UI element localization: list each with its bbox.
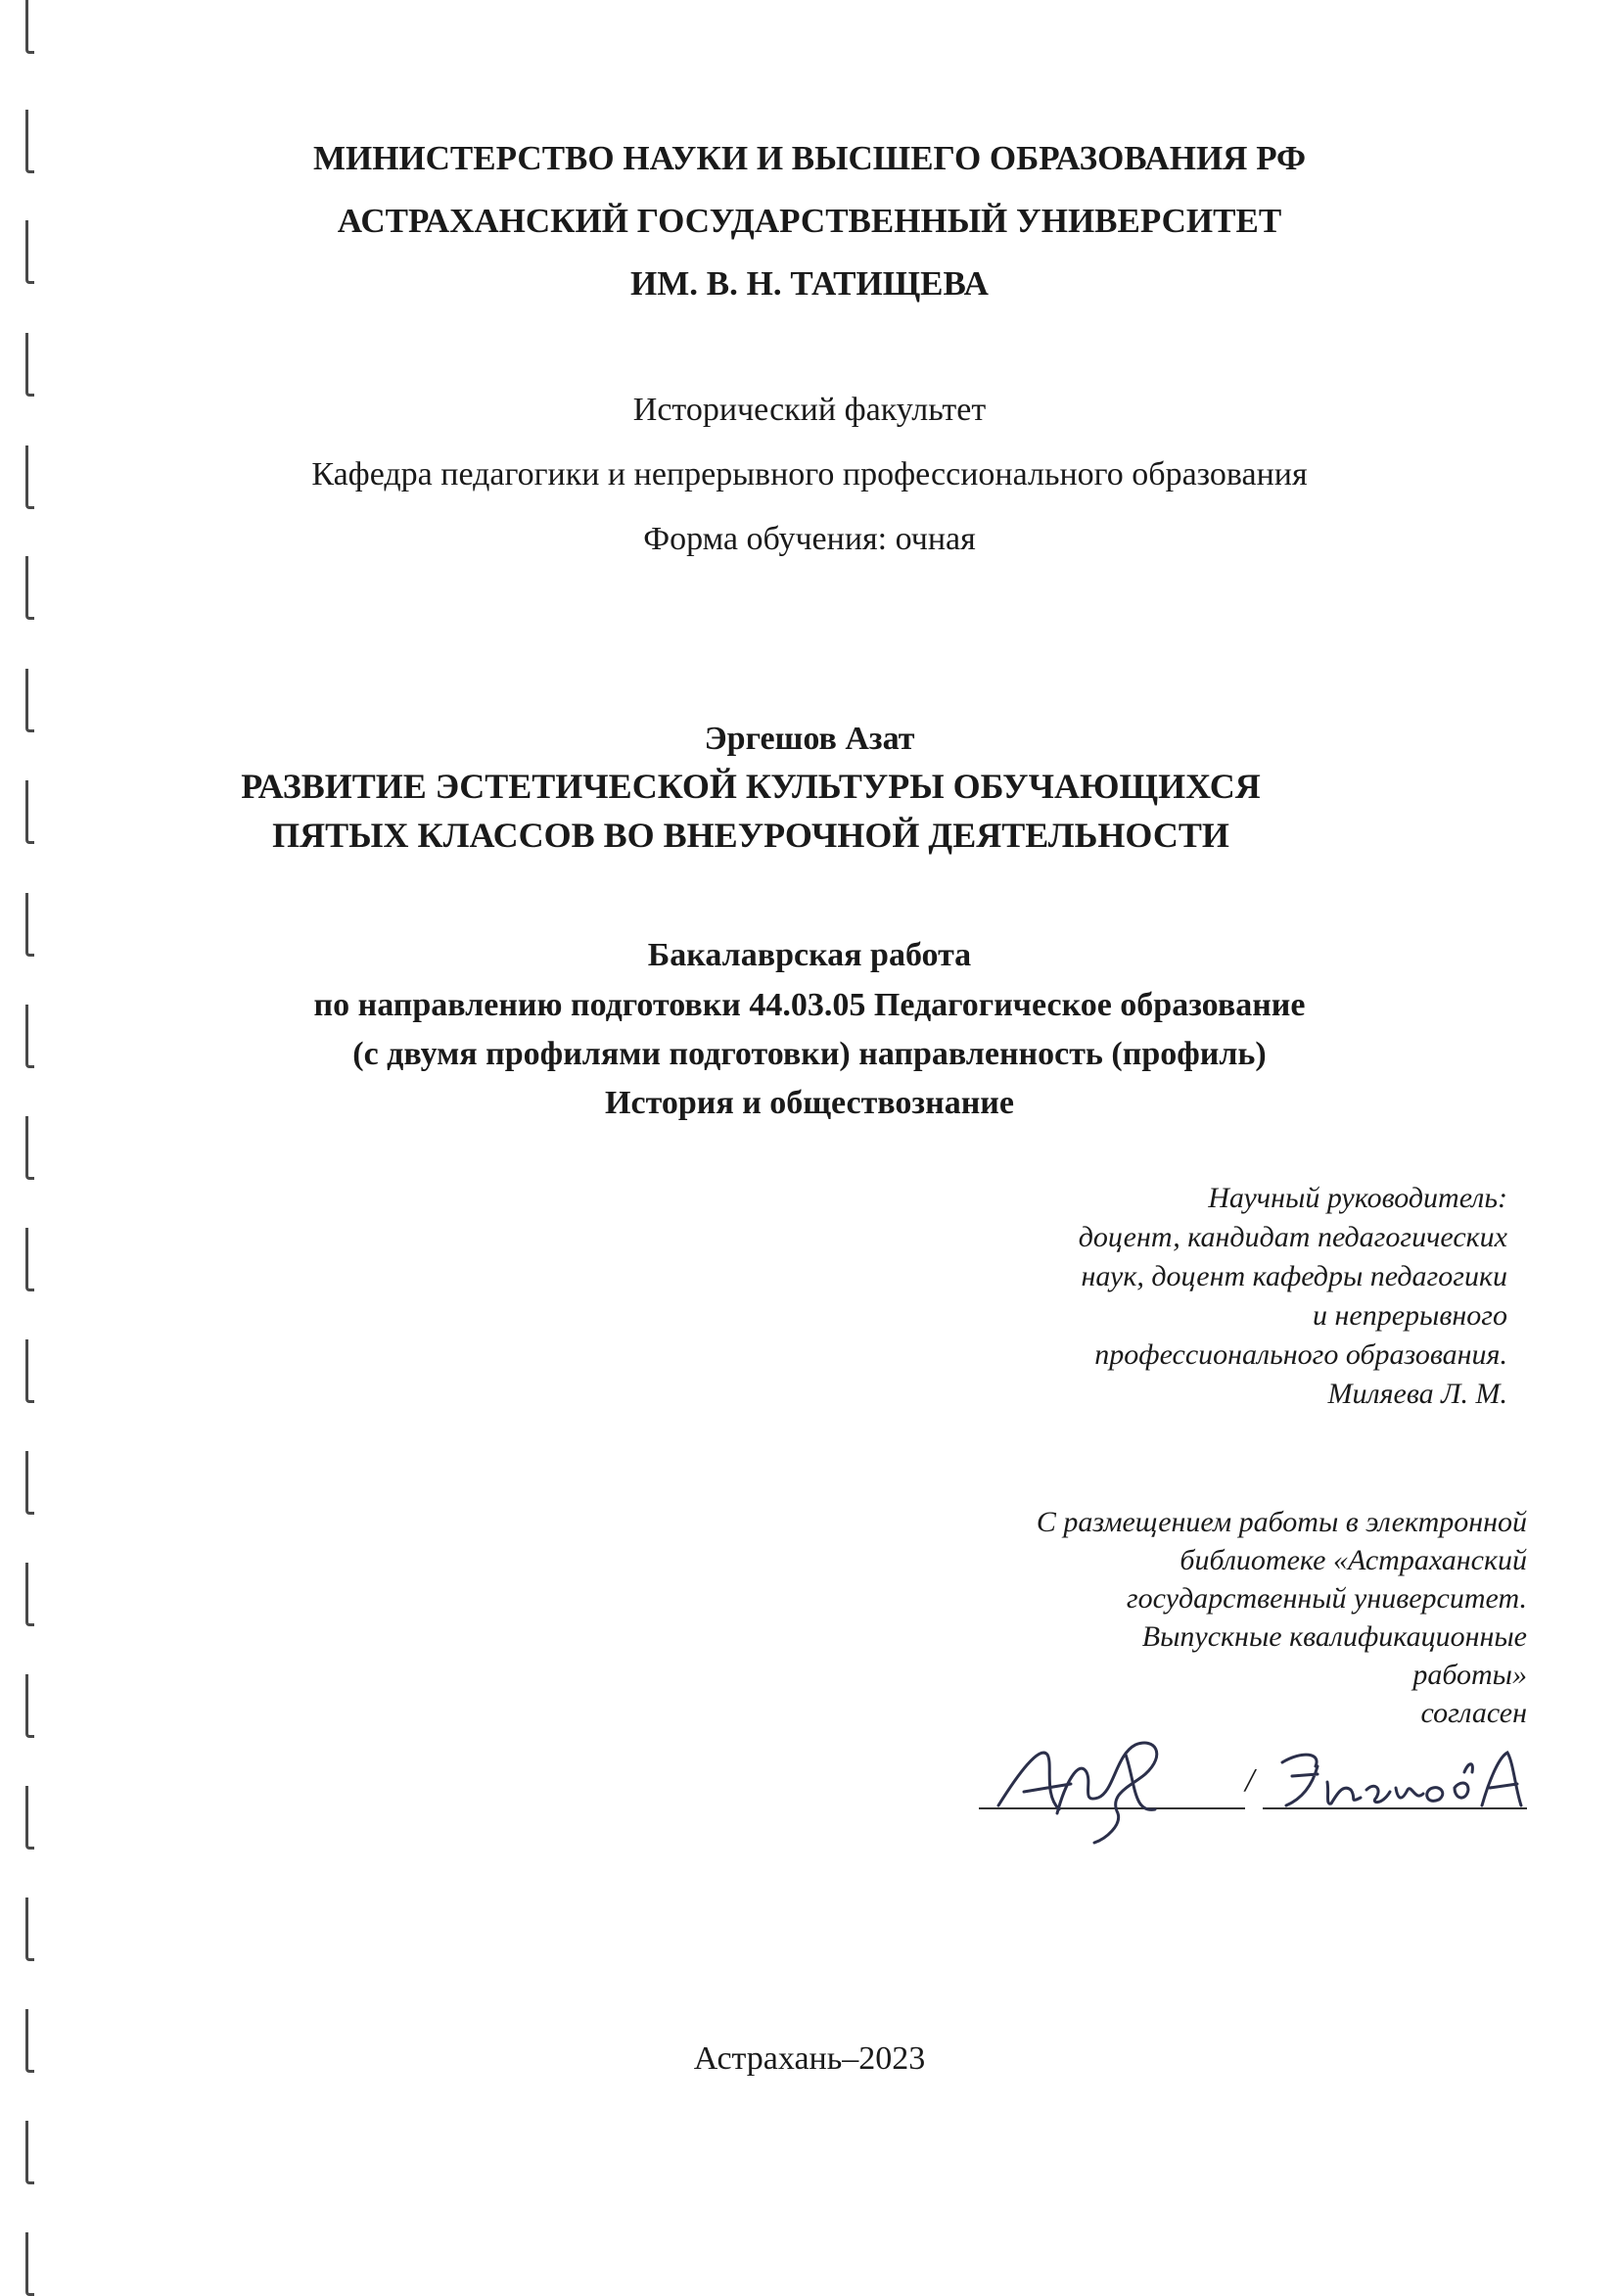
university-name: ИМ. В. Н. ТАТИЩЕВА xyxy=(630,264,989,303)
direction-line2: (с двумя профилями подготовки) направленность (профиль) xyxy=(352,1036,1267,1072)
faculty-name: Исторический факультет xyxy=(632,392,987,428)
consent-line: согласен xyxy=(1420,1697,1527,1729)
thesis-title-line2: ПЯТЫХ КЛАССОВ ВО ВНЕУРОЧНОЙ ДЕЯТЕЛЬНОСТИ xyxy=(272,816,1229,855)
supervisor-line: профессионального образования. xyxy=(1094,1338,1507,1371)
thesis-title-line1: РАЗВИТИЕ ЭСТЕТИЧЕСКОЙ КУЛЬТУРЫ ОБУЧАЮЩИХСЯ xyxy=(241,767,1261,806)
author-name: Эргешов Азат xyxy=(704,721,915,757)
consent-line: работы» xyxy=(1412,1659,1527,1691)
supervisor-line: доцент, кандидат педагогических xyxy=(1078,1221,1507,1253)
supervisor-line: наук, доцент кафедры педагогики xyxy=(1081,1260,1507,1292)
study-form: Форма обучения: очная xyxy=(643,521,976,557)
direction-line3: История и обществознание xyxy=(605,1085,1014,1121)
consent-line: С размещением работы в электронной xyxy=(1036,1506,1527,1538)
university-title: АСТРАХАНСКИЙ ГОСУДАРСТВЕННЫЙ УНИВЕРСИТЕТ xyxy=(337,202,1282,240)
consent-line: государственный университет. xyxy=(1126,1582,1527,1615)
consent-block xyxy=(1037,1503,1527,1732)
consent-line: Выпускные квалификационные xyxy=(1141,1620,1527,1653)
city-year: Астрахань–2023 xyxy=(693,2040,926,2077)
work-type: Бакалаврская работа xyxy=(647,937,972,973)
supervisor-heading: Научный руководитель: xyxy=(1208,1182,1507,1214)
ministry-title: МИНИСТЕРСТВО НАУКИ И ВЫСШЕГО ОБРАЗОВАНИЯ РФ xyxy=(312,139,1307,177)
supervisor-name: Миляева Л. М. xyxy=(1327,1378,1507,1410)
handwritten-surname xyxy=(1272,1733,1537,1821)
supervisor-block xyxy=(1079,1179,1507,1414)
signature-separator: / xyxy=(1245,1762,1255,1799)
department-name: Кафедра педагогики и непрерывного профессионального образования xyxy=(311,456,1308,492)
supervisor-line: и непрерывного xyxy=(1313,1299,1507,1332)
consent-line: библиотеке «Астраханский xyxy=(1180,1544,1527,1576)
handwritten-signature xyxy=(989,1715,1194,1852)
direction-line1: по направлению подготовки 44.03.05 Педагогическое образование xyxy=(313,987,1306,1023)
binding-marks xyxy=(0,0,59,2289)
